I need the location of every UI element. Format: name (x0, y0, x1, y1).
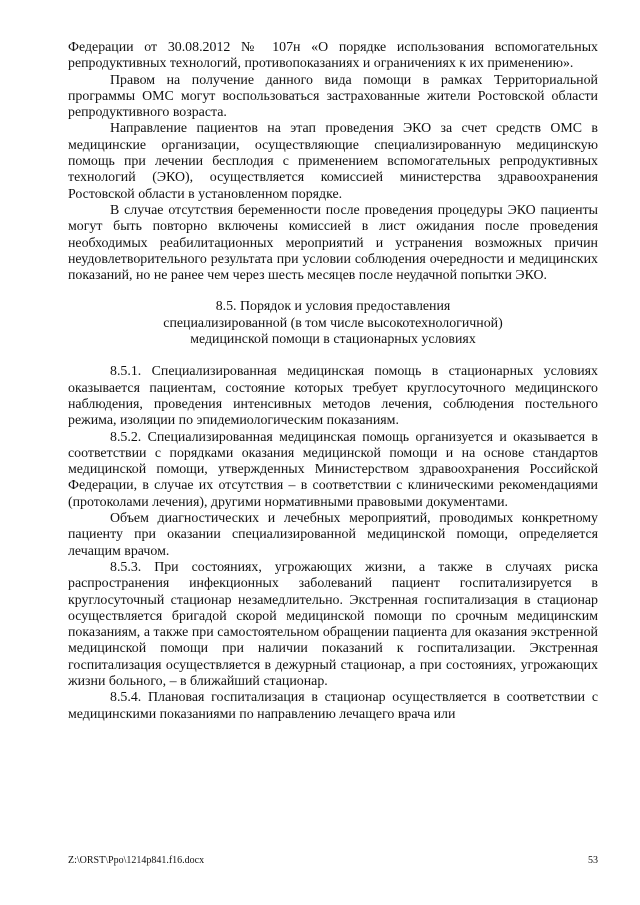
paragraph-eligibility: Правом на получение данного вида помощи в рамках Территориальной программы ОМС могут воспользоваться застрахованные жители Ростовской области репродуктивного возраста. (68, 72, 598, 121)
paragraph-8-5-2: 8.5.2. Специализированная медицинская помощь организуется и оказывается в соответствии с порядками оказания медицинской помощи и на основе стандартов медицинской помощи, утвержденных Министерством здравоохранения Российской Федерации, в случае их отсутствия – в соответствии с клиническими рекомендациями (протоколами лечения), другими нормативными правовыми документами. (68, 429, 598, 510)
footer-file-path: Z:\ORST\Ppo\1214p841.f16.docx (68, 855, 205, 866)
paragraph-8-5-1: 8.5.1. Специализированная медицинская помощь в стационарных условиях оказывается пациентам, состояние которых требует круглосуточного медицинского наблюдения, проведения интенсивных методов лечения, соблюдения постельного режима, изоляции по эпидемиологическим показаниям. (68, 364, 598, 429)
document-page (68, 40, 598, 723)
section-heading-line: медицинской помощи в стационарных условиях (190, 332, 476, 348)
paragraph-scope: Объем диагностических и лечебных мероприятий, проводимых конкретному пациенту при оказании специализированной медицинской помощи, определяется лечащим врачом. (68, 511, 598, 559)
paragraph-repeat-ivf: В случае отсутствия беременности после проведения процедуры ЭКО пациенты могут быть повторно включены комиссией в лист ожидания после проведения необходимых реабилитационных мероприятий и устранения возможных причин неудовлетворительного результата при условии соблюдения очередности и медицинских показаний, но не ранее чем через шесть месяцев после неудачной попытки ЭКО. (68, 202, 598, 284)
paragraph-referral: Направление пациентов на этап проведения ЭКО за счет средств ОМС в медицинские организации, осуществляющие специализированную медицинскую помощь при лечении бесплодия с применением вспомогательных репродуктивных технологий (ЭКО), осуществляется комиссией министерства здравоохранения Ростовской области в установленном порядке. (68, 121, 598, 202)
section-heading-line: специализированной (в том числе высокотехнологичной) (163, 315, 503, 331)
paragraph-8-5-4: 8.5.4. Плановая госпитализация в стационар осуществляется в соответствии с медицинскими показаниями по направлению лечащего врача или (68, 690, 598, 722)
page-number: 53 (588, 855, 598, 866)
paragraph-continuation: Федерации от 30.08.2012 № 107н «О порядке использования вспомогательных репродуктивных технологий, противопоказаниях и ограничениях к их применению». (68, 40, 598, 72)
paragraph-8-5-3: 8.5.3. При состояниях, угрожающих жизни, а также в случаях риска распространения инфекционных заболеваний пациент госпитализируется в круглосуточный стационар незамедлительно. Экстренная госпитализация в стационар осуществляется бригадой скорой медицинской помощи по срочным медицинским показаниям, а также при самостоятельном обращении пациента для оказания экстренной медицинской помощи при наличии показаний к госпитализации. Экстренная госпитализация осуществляется в дежурный стационар, а при состояниях, угрожающих жизни больного, – в ближайший стационар. (68, 559, 598, 689)
section-heading-line: 8.5. Порядок и условия предоставления (215, 299, 451, 315)
section-heading (68, 299, 598, 348)
